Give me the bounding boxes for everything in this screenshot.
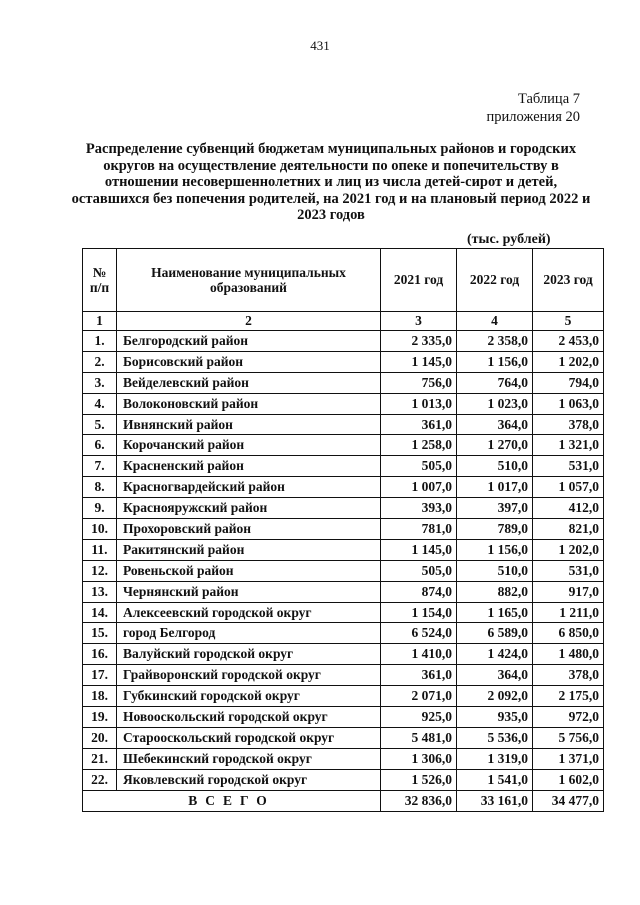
value-2021: 2 335,0 <box>381 331 457 352</box>
municipality-name: Ивнянский район <box>117 414 381 435</box>
value-2023: 1 202,0 <box>533 539 604 560</box>
table-row <box>83 351 604 372</box>
value-2021: 505,0 <box>381 560 457 581</box>
value-2023: 1 602,0 <box>533 769 604 790</box>
value-2022: 397,0 <box>457 498 533 519</box>
table-row <box>83 560 604 581</box>
table-row <box>83 456 604 477</box>
column-number: 4 <box>457 312 533 331</box>
value-2023: 378,0 <box>533 665 604 686</box>
municipality-name: Шебекинский городской округ <box>117 748 381 769</box>
row-number: 4. <box>83 393 117 414</box>
municipality-name: Ракитянский район <box>117 539 381 560</box>
municipality-name: Губкинский городской округ <box>117 686 381 707</box>
row-number: 10. <box>83 519 117 540</box>
table-row <box>83 727 604 748</box>
value-2021: 781,0 <box>381 519 457 540</box>
value-2021: 1 526,0 <box>381 769 457 790</box>
value-2021: 1 410,0 <box>381 644 457 665</box>
row-number: 12. <box>83 560 117 581</box>
value-2022: 1 424,0 <box>457 644 533 665</box>
row-number: 19. <box>83 707 117 728</box>
value-2021: 1 258,0 <box>381 435 457 456</box>
value-2023: 821,0 <box>533 519 604 540</box>
column-number: 1 <box>83 312 117 331</box>
value-2021: 1 145,0 <box>381 351 457 372</box>
value-2022: 789,0 <box>457 519 533 540</box>
value-2023: 531,0 <box>533 560 604 581</box>
value-2022: 510,0 <box>457 456 533 477</box>
value-2022: 2 092,0 <box>457 686 533 707</box>
value-2021: 6 524,0 <box>381 623 457 644</box>
document-title: Распределение субвенций бюджетам муниципальных районов и городских округов на осуществление деятельности по опеке и попечительству в отношении несовершеннолетних и лиц из числа детей-сирот и детей, оставшихся без попечения родителей, на 2021 год и на плановый период 2022 и 2023 годов <box>71 141 591 223</box>
value-2022: 764,0 <box>457 372 533 393</box>
table-row <box>83 686 604 707</box>
value-2022: 510,0 <box>457 560 533 581</box>
row-number: 1. <box>83 331 117 352</box>
row-number: 6. <box>83 435 117 456</box>
table-row <box>83 769 604 790</box>
value-2021: 1 013,0 <box>381 393 457 414</box>
value-2021: 756,0 <box>381 372 457 393</box>
table-row <box>83 331 604 352</box>
header-name: Наименование муниципальных образований <box>117 249 381 312</box>
table-label: Таблица 7 <box>517 91 580 107</box>
value-2022: 5 536,0 <box>457 727 533 748</box>
table-row <box>83 581 604 602</box>
value-2021: 361,0 <box>381 665 457 686</box>
row-number: 14. <box>83 602 117 623</box>
value-2023: 1 480,0 <box>533 644 604 665</box>
value-2021: 1 145,0 <box>381 539 457 560</box>
municipality-name: Красногвардейский район <box>117 477 381 498</box>
municipality-name: Красненский район <box>117 456 381 477</box>
row-number: 11. <box>83 539 117 560</box>
appendix-reference <box>487 90 580 126</box>
table-row <box>83 539 604 560</box>
value-2021: 393,0 <box>381 498 457 519</box>
municipality-name: Алексеевский городской округ <box>117 602 381 623</box>
value-2022: 364,0 <box>457 414 533 435</box>
municipality-name: Ровеньской район <box>117 560 381 581</box>
row-number: 8. <box>83 477 117 498</box>
municipality-name: Борисовский район <box>117 351 381 372</box>
value-2022: 1 541,0 <box>457 769 533 790</box>
value-2021: 1 007,0 <box>381 477 457 498</box>
header-row <box>83 249 604 312</box>
value-2023: 1 321,0 <box>533 435 604 456</box>
municipality-name: Новооскольский городской округ <box>117 707 381 728</box>
column-number: 5 <box>533 312 604 331</box>
total-2023: 34 477,0 <box>533 790 604 811</box>
row-number: 16. <box>83 644 117 665</box>
row-number: 9. <box>83 498 117 519</box>
table-row <box>83 477 604 498</box>
row-number: 17. <box>83 665 117 686</box>
value-2023: 378,0 <box>533 414 604 435</box>
row-number: 18. <box>83 686 117 707</box>
value-2022: 1 270,0 <box>457 435 533 456</box>
column-number: 2 <box>117 312 381 331</box>
municipality-name: Волоконовский район <box>117 393 381 414</box>
column-number: 3 <box>381 312 457 331</box>
table-row <box>83 665 604 686</box>
value-2021: 505,0 <box>381 456 457 477</box>
value-2023: 1 202,0 <box>533 351 604 372</box>
value-2023: 531,0 <box>533 456 604 477</box>
value-2022: 1 156,0 <box>457 351 533 372</box>
value-2022: 1 165,0 <box>457 602 533 623</box>
value-2023: 6 850,0 <box>533 623 604 644</box>
municipality-name: Краснояружский район <box>117 498 381 519</box>
table-body <box>83 331 604 791</box>
value-2022: 364,0 <box>457 665 533 686</box>
value-2021: 925,0 <box>381 707 457 728</box>
table-row <box>83 498 604 519</box>
table-row <box>83 707 604 728</box>
table-row <box>83 748 604 769</box>
row-number: 2. <box>83 351 117 372</box>
row-number: 20. <box>83 727 117 748</box>
value-2023: 412,0 <box>533 498 604 519</box>
subvention-table <box>82 248 604 812</box>
header-2022: 2022 год <box>457 249 533 312</box>
municipality-name: Вейделевский район <box>117 372 381 393</box>
value-2023: 972,0 <box>533 707 604 728</box>
municipality-name: Старооскольский городской округ <box>117 727 381 748</box>
row-number: 13. <box>83 581 117 602</box>
header-2023: 2023 год <box>533 249 604 312</box>
municipality-name: Валуйский городской округ <box>117 644 381 665</box>
municipality-name: Грайворонский городской округ <box>117 665 381 686</box>
value-2021: 5 481,0 <box>381 727 457 748</box>
value-2023: 1 371,0 <box>533 748 604 769</box>
table-row <box>83 435 604 456</box>
total-label: ВСЕГО <box>83 790 381 811</box>
value-2022: 6 589,0 <box>457 623 533 644</box>
municipality-name: Корочанский район <box>117 435 381 456</box>
value-2022: 1 156,0 <box>457 539 533 560</box>
value-2023: 917,0 <box>533 581 604 602</box>
value-2022: 2 358,0 <box>457 331 533 352</box>
table-row <box>83 414 604 435</box>
value-2023: 1 211,0 <box>533 602 604 623</box>
value-2022: 1 023,0 <box>457 393 533 414</box>
value-2021: 2 071,0 <box>381 686 457 707</box>
value-2023: 1 063,0 <box>533 393 604 414</box>
value-2023: 5 756,0 <box>533 727 604 748</box>
value-2022: 882,0 <box>457 581 533 602</box>
value-2023: 794,0 <box>533 372 604 393</box>
table-row <box>83 393 604 414</box>
table-row <box>83 644 604 665</box>
value-2022: 1 319,0 <box>457 748 533 769</box>
total-2022: 33 161,0 <box>457 790 533 811</box>
table-row <box>83 623 604 644</box>
row-number: 21. <box>83 748 117 769</box>
row-number: 15. <box>83 623 117 644</box>
municipality-name: Прохоровский район <box>117 519 381 540</box>
value-2021: 1 154,0 <box>381 602 457 623</box>
municipality-name: Белгородский район <box>117 331 381 352</box>
page-number: 431 <box>310 38 330 53</box>
column-number-row <box>83 312 604 331</box>
value-2023: 2 453,0 <box>533 331 604 352</box>
value-2023: 2 175,0 <box>533 686 604 707</box>
header-num: № п/п <box>83 249 117 312</box>
value-2023: 1 057,0 <box>533 477 604 498</box>
annex-label: приложения 20 <box>486 109 580 125</box>
total-row <box>83 790 604 811</box>
table-row <box>83 602 604 623</box>
row-number: 3. <box>83 372 117 393</box>
value-2021: 361,0 <box>381 414 457 435</box>
value-2022: 1 017,0 <box>457 477 533 498</box>
value-2021: 874,0 <box>381 581 457 602</box>
total-2021: 32 836,0 <box>381 790 457 811</box>
table-row <box>83 519 604 540</box>
row-number: 7. <box>83 456 117 477</box>
municipality-name: Чернянский район <box>117 581 381 602</box>
units-label: (тыс. рублей) <box>467 232 551 247</box>
header-2021: 2021 год <box>381 249 457 312</box>
value-2022: 935,0 <box>457 707 533 728</box>
value-2021: 1 306,0 <box>381 748 457 769</box>
row-number: 22. <box>83 769 117 790</box>
table-row <box>83 372 604 393</box>
municipality-name: Яковлевский городской округ <box>117 769 381 790</box>
municipality-name: город Белгород <box>117 623 381 644</box>
row-number: 5. <box>83 414 117 435</box>
